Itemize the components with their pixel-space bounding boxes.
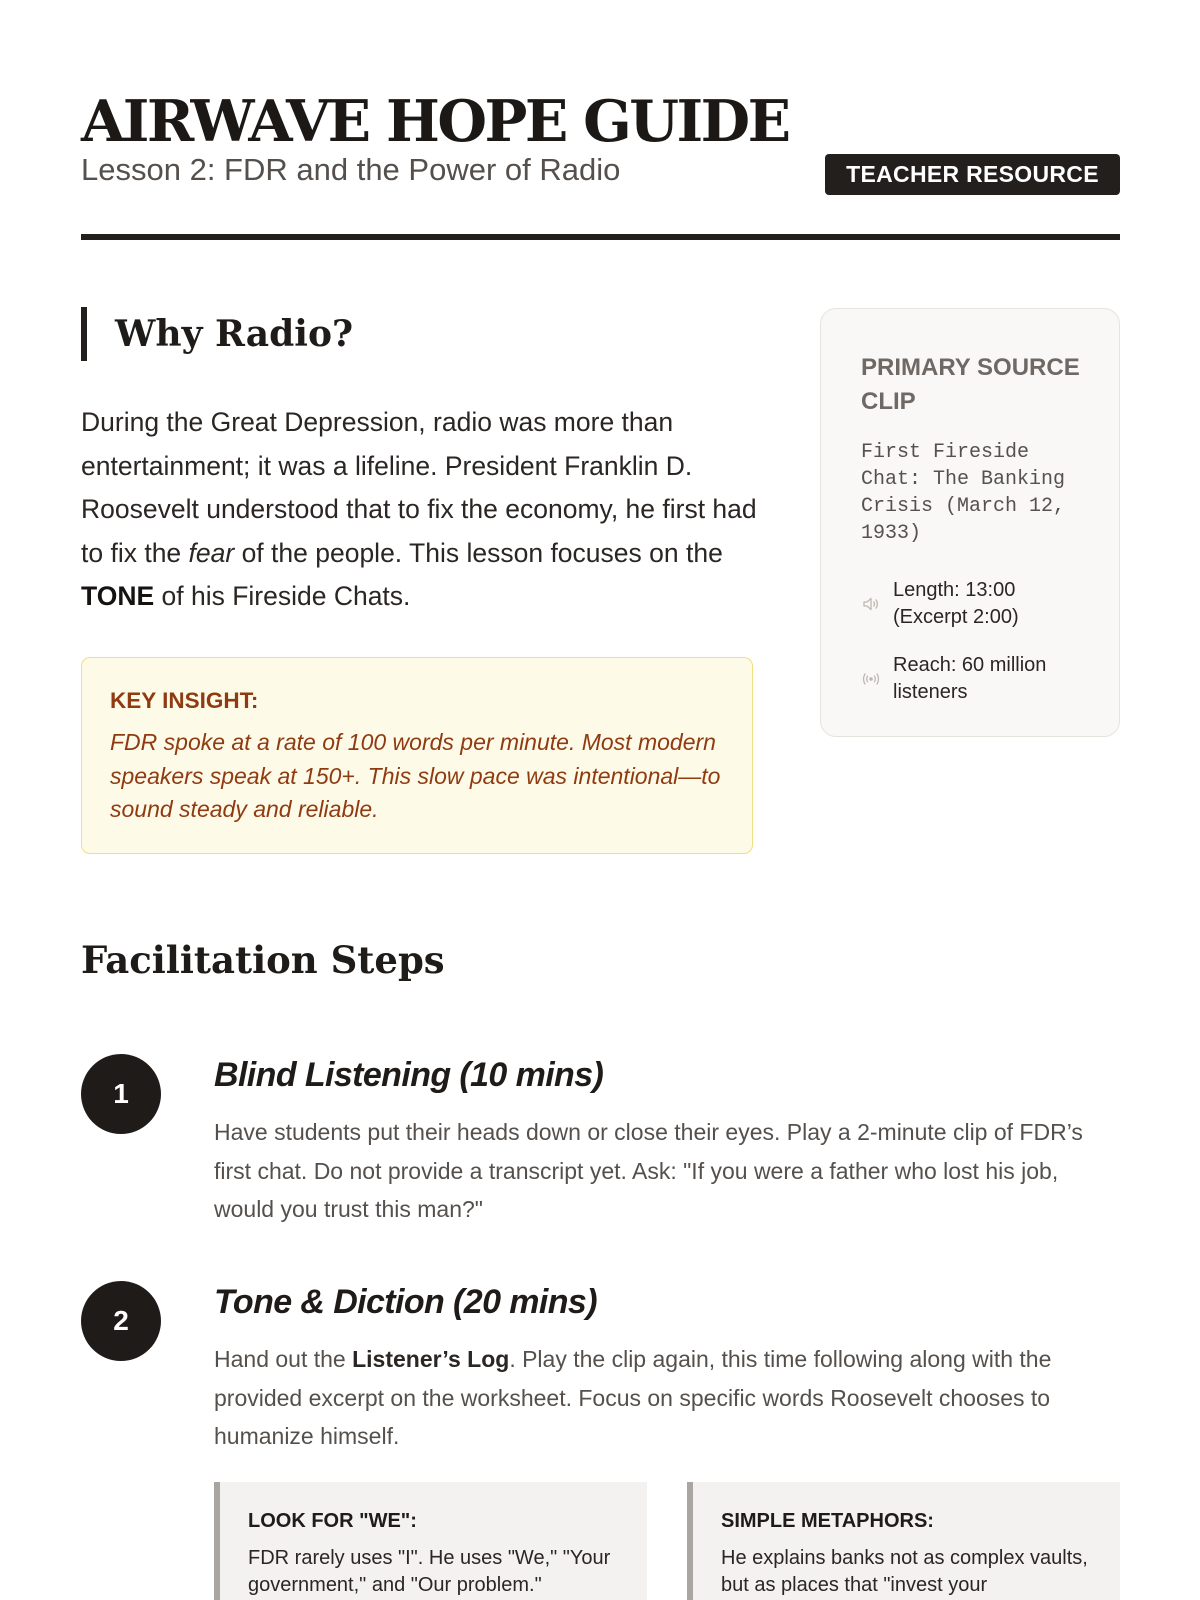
broadcast-icon: [861, 669, 893, 689]
key-insight-text: FDR spoke at a rate of 100 words per minute. Most modern speakers speak at 150+. This slow pace was intentional—to sound steady and reliable.: [110, 729, 721, 822]
step-1-body: Have students put their heads down or close their eyes. Play a 2-minute clip of FDR’s first chat. Do not provide a transcript yet. Ask: "If you were a father who lost his job, would you trust this man?": [214, 1119, 1083, 1222]
header-divider: [81, 234, 1120, 240]
tip-text: He explains banks not as complex vaults, but as places that "invest your: [721, 1547, 1088, 1596]
intro-paragraph: During the Great Depression, radio was more than entertainment; it was a lifeline. President Franklin D. Roosevelt understood that to fix the economy, he first had to fix the fear of the people. This lesson focuses on the TONE of his Fireside Chats.: [81, 407, 757, 611]
tip-label: LOOK FOR "WE":: [248, 1510, 417, 1532]
intro-emphasis: fear: [188, 537, 235, 568]
tip-look-for-we: [214, 1482, 647, 1600]
speaker-icon: [861, 594, 893, 614]
primary-source-card: [820, 308, 1120, 737]
clip-reach: [861, 652, 1081, 706]
brand-title: AIRWAVE HOPE GUIDE: [81, 88, 789, 155]
primary-source-clip: First Fireside Chat: The Banking Crisis (March 12, 1933): [861, 441, 1066, 545]
clip-reach-text: Reach: 60 million listeners: [893, 654, 1047, 703]
teacher-resource-badge: TEACHER RESOURCE: [825, 154, 1120, 195]
why-radio-heading: Why Radio?: [81, 307, 353, 361]
clip-length-text: Length: 13:00 (Excerpt 2:00): [893, 579, 1019, 628]
step-1-title: Blind Listening (10 mins): [214, 1056, 604, 1094]
step-2-title: Tone & Diction (20 mins): [214, 1283, 597, 1321]
facilitation-steps-heading: Facilitation Steps: [81, 938, 445, 982]
clip-length: [861, 577, 1081, 631]
primary-source-title: PRIMARY SOURCE CLIP: [861, 354, 1080, 415]
step-2-number: 2: [81, 1281, 161, 1361]
listeners-log-strong: Listener’s Log: [352, 1346, 510, 1372]
step-1-number: 1: [81, 1054, 161, 1134]
key-insight-callout: [81, 657, 753, 854]
tip-label: SIMPLE METAPHORS:: [721, 1510, 934, 1532]
key-insight-label: KEY INSIGHT:: [110, 688, 259, 713]
intro-strong: TONE: [81, 581, 155, 611]
step-2-body: Hand out the Listener’s Log. Play the clip again, this time following along with the provided excerpt on the worksheet. Focus on specific words Roosevelt chooses to humanize himself.: [214, 1346, 1052, 1449]
lesson-page: [81, 0, 1120, 1600]
lesson-subtitle: Lesson 2: FDR and the Power of Radio: [81, 152, 621, 187]
tip-text: FDR rarely uses "I". He uses "We," "Your government," and "Our problem.": [248, 1547, 611, 1596]
tip-simple-metaphors: [687, 1482, 1120, 1600]
